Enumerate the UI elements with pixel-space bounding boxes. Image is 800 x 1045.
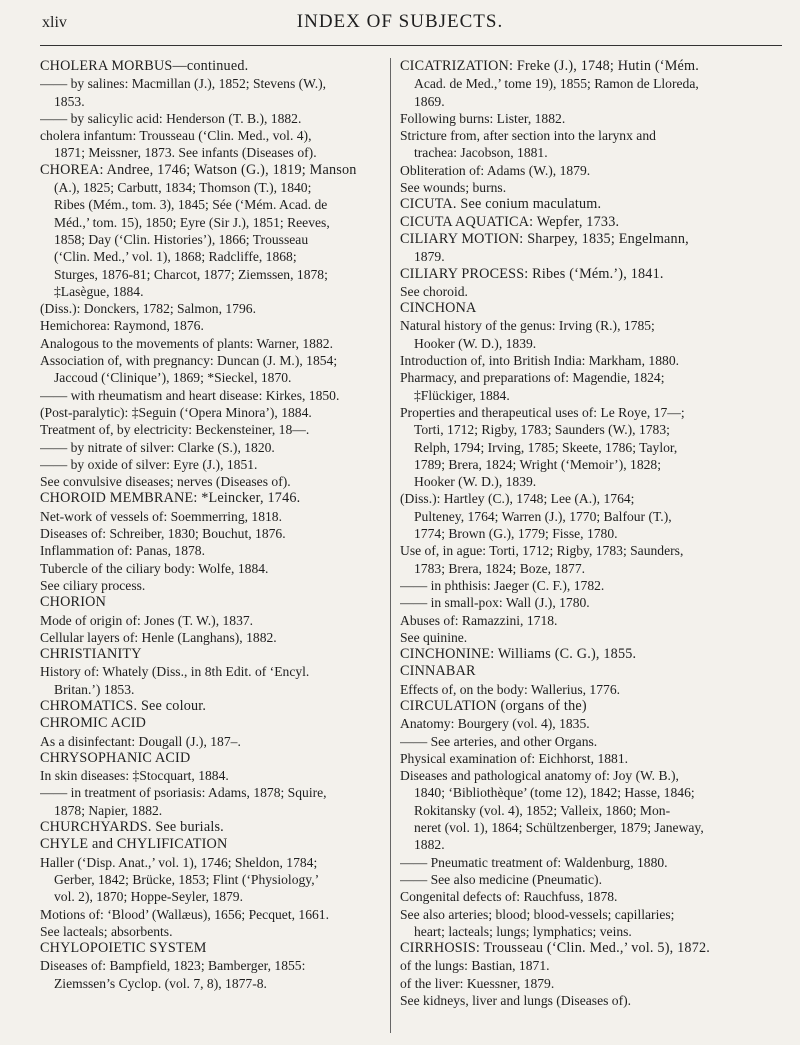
index-entry <box>40 560 378 577</box>
index-entry <box>400 283 782 300</box>
index-entry <box>40 162 378 300</box>
index-entry <box>400 940 782 957</box>
index-entry <box>40 317 378 334</box>
entry-line: CHROMATICS. See colour. <box>40 697 207 714</box>
entry-line: In skin diseases: ‡Stocquart, 1884. <box>40 768 229 784</box>
index-entry <box>400 300 782 317</box>
index-entry <box>40 525 378 542</box>
entry-line: See also arteries; blood; blood-vessels; capillaries; <box>400 906 675 922</box>
index-entry <box>40 473 378 490</box>
column-divider <box>390 58 391 1033</box>
index-entry <box>400 352 782 369</box>
index-entry <box>40 715 378 732</box>
entry-line: cholera infantum: Trousseau (‘Clin. Med., vol. 4), <box>40 128 312 144</box>
index-entry <box>40 456 378 473</box>
index-entry <box>40 404 378 421</box>
entry-line: —— in treatment of psoriasis: Adams, 1878; Squire, <box>40 785 327 801</box>
entry-line: Ziemssen’s Cyclop. (vol. 7, 8), 1877-8. <box>54 975 267 991</box>
entry-line: See convulsive diseases; nerves (Diseases of). <box>40 474 291 490</box>
entry-line: neret (vol. 1), 1864; Schültzenberger, 1879; Janeway, <box>414 820 704 836</box>
entry-line: Use of, in ague: Torti, 1712; Rigby, 1783; Saunders, <box>400 543 684 559</box>
entry-line: Ribes (Mém., tom. 3), 1845; Sée (‘Mém. Acad. de <box>54 197 328 213</box>
entry-line: Relph, 1794; Irving, 1785; Skeete, 1786; Taylor, <box>414 439 678 455</box>
index-entry <box>400 646 782 663</box>
running-title: INDEX OF SUBJECTS. <box>296 11 504 32</box>
entry-line: Anatomy: Bourgery (vol. 4), 1835. <box>400 716 590 732</box>
entry-line: CICUTA AQUATICA: Wepfer, 1733. <box>400 213 620 230</box>
entry-line: CHOROID MEMBRANE: *Leincker, 1746. <box>40 490 301 507</box>
index-entry <box>400 612 782 629</box>
entry-line: Hemichorea: Raymond, 1876. <box>40 318 204 334</box>
entry-line: CIRCULATION (organs of the) <box>400 697 587 714</box>
index-entry <box>40 300 378 317</box>
entry-line: Méd.,’ tom. 15), 1850; Eyre (Sir J.), 1851; Reeves, <box>54 214 330 230</box>
index-entry <box>40 646 378 663</box>
entry-line: ‡Flückiger, 1884. <box>414 387 510 403</box>
entry-line: CINCHONINE: Williams (C. G.), 1855. <box>400 646 637 663</box>
index-entry <box>40 767 378 784</box>
entry-line: CILIARY PROCESS: Ribes (‘Mém.’), 1841. <box>400 265 664 282</box>
index-entry <box>400 629 782 646</box>
index-entry <box>40 957 378 992</box>
index-entry <box>400 266 782 283</box>
entry-line: 1774; Brown (G.), 1779; Fisse, 1780. <box>414 526 618 542</box>
entry-line: Abuses of: Ramazzini, 1718. <box>400 612 558 628</box>
entry-line: Pharmacy, and preparations of: Magendie, 1824; <box>400 370 665 386</box>
entry-line: See lacteals; absorbents. <box>40 923 173 939</box>
page-header <box>0 0 800 50</box>
index-entry <box>40 836 378 853</box>
entry-line: CILIARY MOTION: Sharpey, 1835; Engelmann, <box>400 230 689 247</box>
entry-line: —— by salines: Macmillan (J.), 1852; Stevens (W.), <box>40 76 327 92</box>
entry-line: Mode of origin of: Jones (T. W.), 1837. <box>40 612 254 628</box>
index-entry <box>400 663 782 680</box>
entry-line: See choroid. <box>400 283 468 299</box>
index-entry <box>400 871 782 888</box>
entry-line: Obliteration of: Adams (W.), 1879. <box>400 162 591 178</box>
index-entry <box>400 992 782 1009</box>
entry-line: 1871; Meissner, 1873. See infants (Diseases of). <box>54 145 317 161</box>
index-entry <box>400 906 782 941</box>
index-entry <box>400 594 782 611</box>
index-entry <box>40 906 378 923</box>
entry-line: Physical examination of: Eichhorst, 1881. <box>400 750 629 766</box>
index-entry <box>400 404 782 490</box>
index-entry <box>400 162 782 179</box>
entry-line: Rokitansky (vol. 4), 1852; Valleix, 1860; Mon- <box>414 802 671 818</box>
entry-line: (Diss.): Hartley (C.), 1748; Lee (A.), 1764; <box>400 491 635 507</box>
entry-line: 1853. <box>54 93 85 109</box>
entry-line: 1789; Brera, 1824; Wright (‘Memoir’), 1828; <box>414 456 661 472</box>
index-entry <box>40 75 378 110</box>
entry-line: Motions of: ‘Blood’ (Wallæus), 1656; Pecquet, 1661. <box>40 906 330 922</box>
entry-line: Effects of, on the body: Wallerius, 1776. <box>400 681 621 697</box>
index-entry <box>400 957 782 974</box>
index-entry <box>400 58 782 110</box>
entry-line: —— by salicylic acid: Henderson (T. B.), 1882. <box>40 110 302 126</box>
index-entry <box>400 127 782 162</box>
entry-line: CHOLERA MORBUS—continued. <box>40 58 249 74</box>
index-entry <box>400 317 782 352</box>
index-entry <box>40 577 378 594</box>
index-entry <box>40 854 378 906</box>
entry-line: —— by oxide of silver: Eyre (J.), 1851. <box>40 456 258 472</box>
entry-line: CHRYSOPHANIC ACID <box>40 749 191 766</box>
index-entry <box>400 975 782 992</box>
entry-line: Association of, with pregnancy: Duncan (J. M.), 1854; <box>40 353 338 369</box>
entry-line: —— See also medicine (Pneumatic). <box>400 871 602 887</box>
entry-line: Stricture from, after section into the larynx and <box>400 128 656 144</box>
index-entry <box>40 110 378 127</box>
entry-line: —— in small-pox: Wall (J.), 1780. <box>400 595 590 611</box>
entry-line: (‘Clin. Med.,’ vol. 1), 1868; Radcliffe, 1868; <box>54 249 297 265</box>
entry-line: Net-work of vessels of: Soemmerring, 1818. <box>40 508 282 524</box>
index-entry <box>40 335 378 352</box>
entry-line: (A.), 1825; Carbutt, 1834; Thomson (T.), 1840; <box>54 180 312 196</box>
index-entry <box>40 421 378 438</box>
index-entry <box>400 698 782 715</box>
index-entry <box>400 715 782 732</box>
entry-line: Following burns: Lister, 1882. <box>400 110 566 126</box>
entry-line: Inflammation of: Panas, 1878. <box>40 543 205 559</box>
entry-line: Haller (‘Disp. Anat.,’ vol. 1), 1746; Sheldon, 1784; <box>40 854 318 870</box>
index-entry <box>40 612 378 629</box>
index-entry <box>40 698 378 715</box>
index-entry <box>400 577 782 594</box>
entry-line: History of: Whately (Diss., in 8th Edit. of ‘Encyl. <box>40 664 310 680</box>
entry-line: Jaccoud (‘Clinique’), 1869; *Sieckel, 1870. <box>54 370 292 386</box>
index-entry <box>400 767 782 853</box>
index-entry <box>40 663 378 698</box>
index-entry <box>400 110 782 127</box>
entry-line: Diseases of: Bampfield, 1823; Bamberger, 1855: <box>40 958 306 974</box>
entry-line: ‡Lasègue, 1884. <box>54 283 144 299</box>
entry-line: CIRRHOSIS: Trousseau (‘Clin. Med.,’ vol. 5), 1872. <box>400 940 711 957</box>
entry-line: 1878; Napier, 1882. <box>54 802 163 818</box>
entry-line: Introduction of, into British India: Markham, 1880. <box>400 353 680 369</box>
index-entry <box>400 733 782 750</box>
entry-line: —— by nitrate of silver: Clarke (S.), 1820. <box>40 439 275 455</box>
entry-line: See kidneys, liver and lungs (Diseases of). <box>400 993 632 1009</box>
entry-line: CHURCHYARDS. See burials. <box>40 819 224 836</box>
entry-line: Analogous to the movements of plants: Warner, 1882. <box>40 335 333 351</box>
entry-line: As a disinfectant: Dougall (J.), 187–. <box>40 733 241 749</box>
entry-line: trachea: Jacobson, 1881. <box>414 145 548 161</box>
entry-line: CHYLOPOIETIC SYSTEM <box>40 940 207 957</box>
entry-line: 1882. <box>414 837 445 853</box>
entry-line: CICUTA. See conium maculatum. <box>400 196 602 213</box>
index-entry <box>400 369 782 404</box>
entry-line: Acad. de Med.,’ tome 19), 1855; Ramon de Lloreda, <box>414 76 699 92</box>
entry-line: —— Pneumatic treatment of: Waldenburg, 1880. <box>400 854 668 870</box>
entry-line: CINNABAR <box>400 663 476 680</box>
entry-line: Hooker (W. D.), 1839. <box>414 474 537 490</box>
entry-line: CHORION <box>40 594 107 611</box>
entry-line: Gerber, 1842; Brücke, 1853; Flint (‘Physiology,’ <box>54 871 320 887</box>
index-entry <box>40 58 378 75</box>
index-entry <box>40 629 378 646</box>
index-entry <box>40 819 378 836</box>
entry-line: See quinine. <box>400 629 468 645</box>
entry-line: Cellular layers of: Henle (Langhans), 1882. <box>40 629 277 645</box>
index-entry <box>400 490 782 542</box>
entry-line: CHRISTIANITY <box>40 646 142 663</box>
entry-line: —— See arteries, and other Organs. <box>400 733 598 749</box>
index-entry <box>40 750 378 767</box>
index-entry <box>40 490 378 507</box>
entry-line: Congenital defects of: Rauchfuss, 1878. <box>400 889 618 905</box>
index-entry <box>400 231 782 266</box>
entry-line: —— in phthisis: Jaeger (C. F.), 1782. <box>400 577 605 593</box>
index-entry <box>40 923 378 940</box>
entry-line: See wounds; burns. <box>400 180 507 196</box>
entry-line: 1858; Day (‘Clin. Histories’), 1866; Trousseau <box>54 231 309 247</box>
entry-line: Britan.’) 1853. <box>54 681 135 697</box>
index-entry <box>400 196 782 213</box>
entry-line: (Post-paralytic): ‡Seguin (‘Opera Minora’), 1884. <box>40 404 312 420</box>
entry-line: 1783; Brera, 1824; Boze, 1877. <box>414 560 586 576</box>
entry-line: vol. 2), 1870; Hoppe-Seyler, 1879. <box>54 889 243 905</box>
entry-line: 1869. <box>414 93 445 109</box>
index-entry <box>40 733 378 750</box>
index-entry <box>400 750 782 767</box>
index-entry <box>40 594 378 611</box>
index-entry <box>40 387 378 404</box>
index-entry <box>400 542 782 577</box>
entry-line: CICATRIZATION: Freke (J.), 1748; Hutin (‘Mém. <box>400 58 700 74</box>
index-entry <box>400 854 782 871</box>
entry-line: Properties and therapeutical uses of: Le Roye, 17—; <box>400 404 685 420</box>
entry-line: of the liver: Kuessner, 1879. <box>400 975 555 991</box>
entry-line: 1840; ‘Bibliothèque’ (tome 12), 1842; Hasse, 1846; <box>414 785 695 801</box>
index-entry <box>40 784 378 819</box>
index-entry <box>40 439 378 456</box>
entry-line: CHOREA: Andree, 1746; Watson (G.), 1819; Manson <box>40 161 357 178</box>
entry-line: heart; lacteals; lungs; lymphatics; veins. <box>414 923 632 939</box>
entry-line: Pulteney, 1764; Warren (J.), 1770; Balfour (T.), <box>414 508 672 524</box>
entry-line: Natural history of the genus: Irving (R.), 1785; <box>400 318 655 334</box>
entry-line: Diseases of: Schreiber, 1830; Bouchut, 1876. <box>40 526 286 542</box>
index-entry <box>40 352 378 387</box>
entry-line: Diseases and pathological anatomy of: Joy (W. B.), <box>400 768 679 784</box>
entry-line: (Diss.): Donckers, 1782; Salmon, 1796. <box>40 301 256 317</box>
entry-line: of the lungs: Bastian, 1871. <box>400 958 550 974</box>
entry-line: Treatment of, by electricity: Beckensteiner, 18—. <box>40 422 310 438</box>
entry-line: 1879. <box>414 249 445 265</box>
index-entry <box>400 681 782 698</box>
index-entry <box>40 508 378 525</box>
entry-line: —— with rheumatism and heart disease: Kirkes, 1850. <box>40 387 340 403</box>
entry-line: Sturges, 1876-81; Charcot, 1877; Ziemssen, 1878; <box>54 266 328 282</box>
entry-line: CHYLE and CHYLIFICATION <box>40 836 228 853</box>
header-rule <box>40 45 782 46</box>
entry-line: Torti, 1712; Rigby, 1783; Saunders (W.), 1783; <box>414 422 670 438</box>
index-entry <box>40 940 378 957</box>
entry-line: See ciliary process. <box>40 577 146 593</box>
index-entry <box>400 888 782 905</box>
index-entry <box>40 127 378 162</box>
index-entry <box>400 214 782 231</box>
right-column <box>400 58 782 1009</box>
entry-line: CHROMIC ACID <box>40 715 147 732</box>
index-entry <box>400 179 782 196</box>
entry-line: Hooker (W. D.), 1839. <box>414 335 537 351</box>
page-number: xliv <box>42 14 67 31</box>
left-column <box>40 58 378 992</box>
entry-line: CINCHONA <box>400 300 477 317</box>
entry-line: Tubercle of the ciliary body: Wolfe, 1884. <box>40 560 269 576</box>
index-entry <box>40 542 378 559</box>
